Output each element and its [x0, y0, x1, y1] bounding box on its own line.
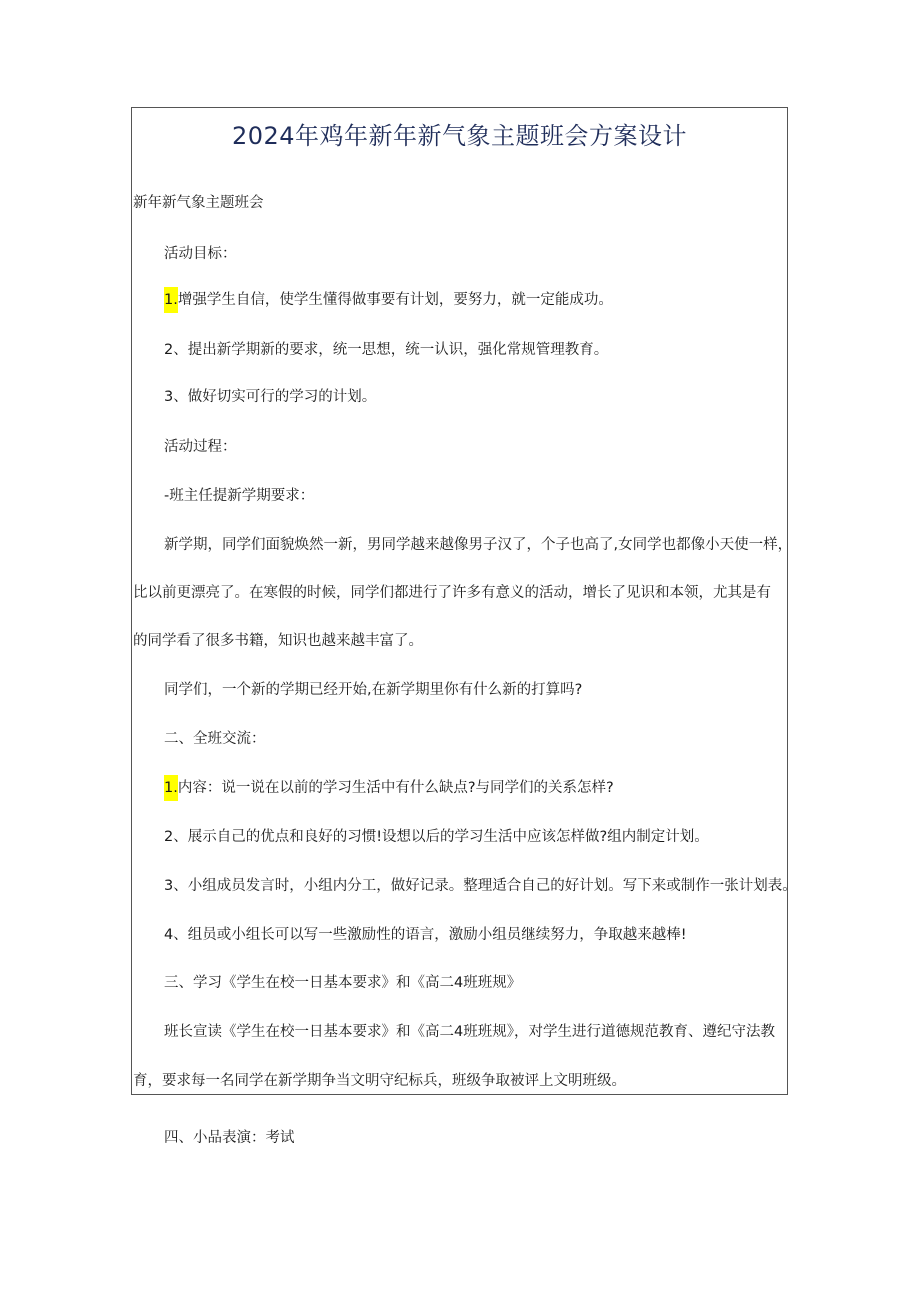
paragraph-3-line-2: 育，要求每一名同学在新学期争当文明守纪标兵，班级争取被评上文明班级。	[133, 1073, 626, 1089]
section-2-heading: 二、全班交流：	[164, 731, 266, 747]
goal-1	[164, 290, 613, 313]
item-3: 3、小组成员发言时，小组内分工，做好记录。整理适合自己的好计划。写下来或制作一张计划表。	[164, 878, 797, 894]
document-title: 2024年鸡年新年新气象主题班会方案设计	[231, 122, 688, 150]
goals-heading: 活动目标：	[164, 246, 237, 262]
goal-2: 2、提出新学期新的要求，统一思想，统一认识，强化常规管理教育。	[164, 342, 609, 358]
goal-3: 3、做好切实可行的学习的计划。	[164, 389, 377, 405]
goal-1-text: 增强学生自信，使学生懂得做事要有计划，要努力，就一定能成功。	[177, 292, 613, 308]
section-1-heading: -班主任提新学期要求：	[164, 488, 315, 504]
paragraph-1-line-1: 新学期，同学们面貌焕然一新，男同学越来越像男子汉了，个子也高了,女同学也都像小天使一样，	[164, 537, 793, 553]
highlighted-marker: 1.	[164, 287, 178, 313]
paragraph-1-line-3: 的同学看了很多书籍，知识也越来越丰富了。	[133, 633, 423, 649]
highlighted-marker: 1.	[164, 775, 178, 801]
process-heading: 活动过程：	[164, 439, 237, 455]
paragraph-3-line-1: 班长宣读《学生在校一日基本要求》和《高二4班班规》，对学生进行道德规范教育、遵纪守法教	[164, 1024, 775, 1040]
item-4: 4、组员或小组长可以写一些激励性的语言，激励小组员继续努力，争取越来越棒!	[164, 927, 687, 943]
item-2: 2、展示自己的优点和良好的习惯!设想以后的学习生活中应该怎样做?组内制定计划。	[164, 829, 709, 845]
item-1	[164, 778, 614, 801]
subtitle: 新年新气象主题班会	[133, 195, 264, 211]
section-3-heading: 三、学习《学生在校一日基本要求》和《高二4班班规》	[164, 975, 522, 991]
paragraph-1-line-2: 比以前更漂亮了。在寒假的时候，同学们都进行了许多有意义的活动，增长了见识和本领，尤其是有	[133, 585, 771, 601]
paragraph-2: 同学们，一个新的学期已经开始,在新学期里你有什么新的打算吗?	[164, 682, 583, 698]
section-4-heading: 四、小品表演：考试	[164, 1130, 295, 1146]
item-1-text: 内容：说一说在以前的学习生活中有什么缺点?与同学们的关系怎样?	[177, 780, 614, 796]
